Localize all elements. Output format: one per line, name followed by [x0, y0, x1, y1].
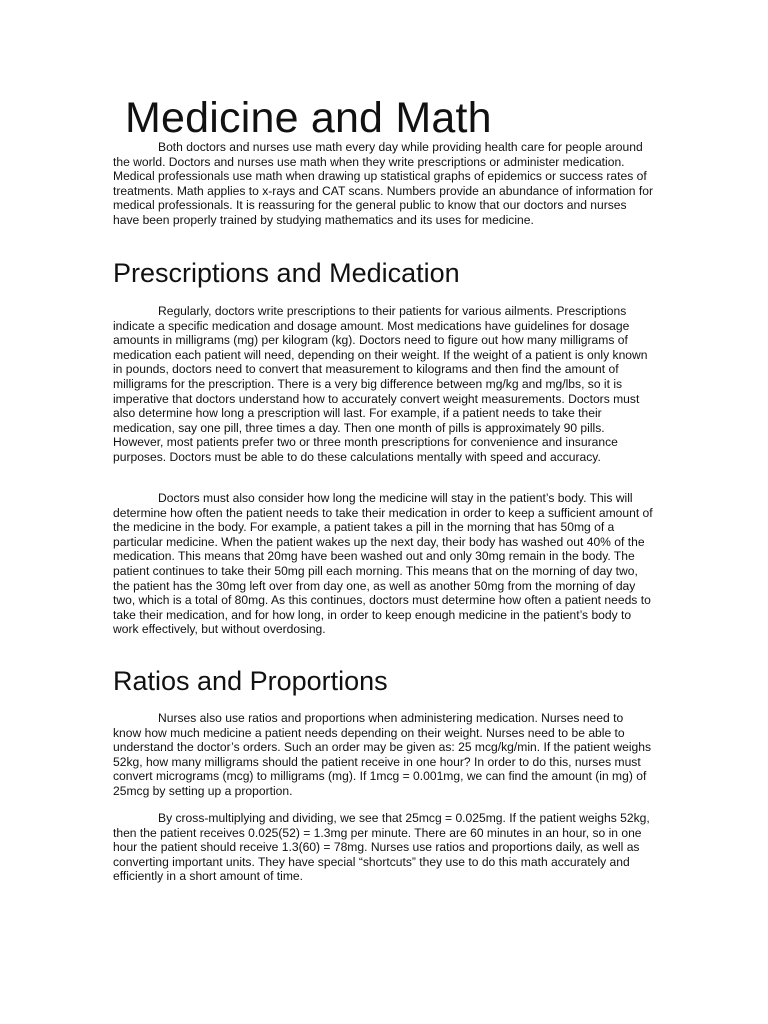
intro-paragraph: Both doctors and nurses use math every day while providing health care for people around the world. Doctors and nurses use math when they write prescriptions or administer medication. Medical professionals use math when drawing up statistical graphs of epidemics or success rates of treatments. Math applies to x-rays and CAT scans. Numbers provide an abundance of information for medical professionals. It is reassuring for the general public to know that our doctors and nurses have been properly trained by studying mathematics and its uses for medicine. [113, 140, 654, 227]
section-heading-ratios: Ratios and Proportions [113, 666, 388, 696]
ratios-paragraph-2: By cross-multiplying and dividing, we see that 25mcg = 0.025mg. If the patient weighs 52kg, then the patient receives 0.025(52) = 1.3mg per minute. There are 60 minutes in an hour, so in one hour the patient should receive 1.3(60) = 78mg. Nurses use ratios and proportions daily, as well as converting important units. They have special “shortcuts” they use to do this math accurately and efficiently in a short amount of time. [113, 811, 650, 884]
prescriptions-paragraph-1: Regularly, doctors write prescriptions to their patients for various ailments. Prescriptions indicate a specific medication and dosage amount. Most medications have guidelines for dosage amounts in milligrams (mg) per kilogram (kg). Doctors need to figure out how many milligrams of medication each patient will need, depending on their weight. If the weight of a patient is only known in pounds, doctors need to convert that measurement to kilograms and then find the amount of milligrams for the prescription. There is a very big difference between mg/kg and mg/lbs, so it is imperative that doctors understand how to accurately convert weight measurements. Doctors must also determine how long a prescription will last. For example, if a patient needs to take their medication, say one pill, three times a day. Then one month of pills is approximately 90 pills. However, most patients prefer two or three month prescriptions for convenience and insurance purposes. Doctors must be able to do these calculations mentally with speed and accuracy. [113, 304, 648, 464]
section-heading-prescriptions: Prescriptions and Medication [113, 258, 460, 288]
document-title: Medicine and Math [125, 94, 492, 142]
ratios-paragraph-1: Nurses also use ratios and proportions when administering medication. Nurses need to know how much medicine a patient needs depending on their weight. Nurses need to be able to understand the doctor’s orders. Such an order may be given as: 25 mcg/kg/min. If the patient weighs 52kg, how many milligrams should the patient receive in one hour? In order to do this, nurses must convert micrograms (mcg) to milligrams (mg). If 1mcg = 0.001mg, we can find the amount (in mg) of 25mcg by setting up a proportion. [113, 711, 652, 798]
prescriptions-paragraph-2: Doctors must also consider how long the medicine will stay in the patient’s body. This will determine how often the patient needs to take their medication in order to keep a sufficient amount of the medicine in the body. For example, a patient takes a pill in the morning that has 50mg of a particular medicine. When the patient wakes up the next day, their body has washed out 40% of the medication. This means that 20mg have been washed out and only 30mg remain in the body. The patient continues to take their 50mg pill each morning. This means that on the morning of day two, the patient has the 30mg left over from day one, as well as another 50mg from the morning of day two, which is a total of 80mg. As this continues, doctors must determine how often a patient needs to take their medication, and for how long, in order to keep enough medicine in the patient’s body to work effectively, but without overdosing. [113, 491, 653, 637]
